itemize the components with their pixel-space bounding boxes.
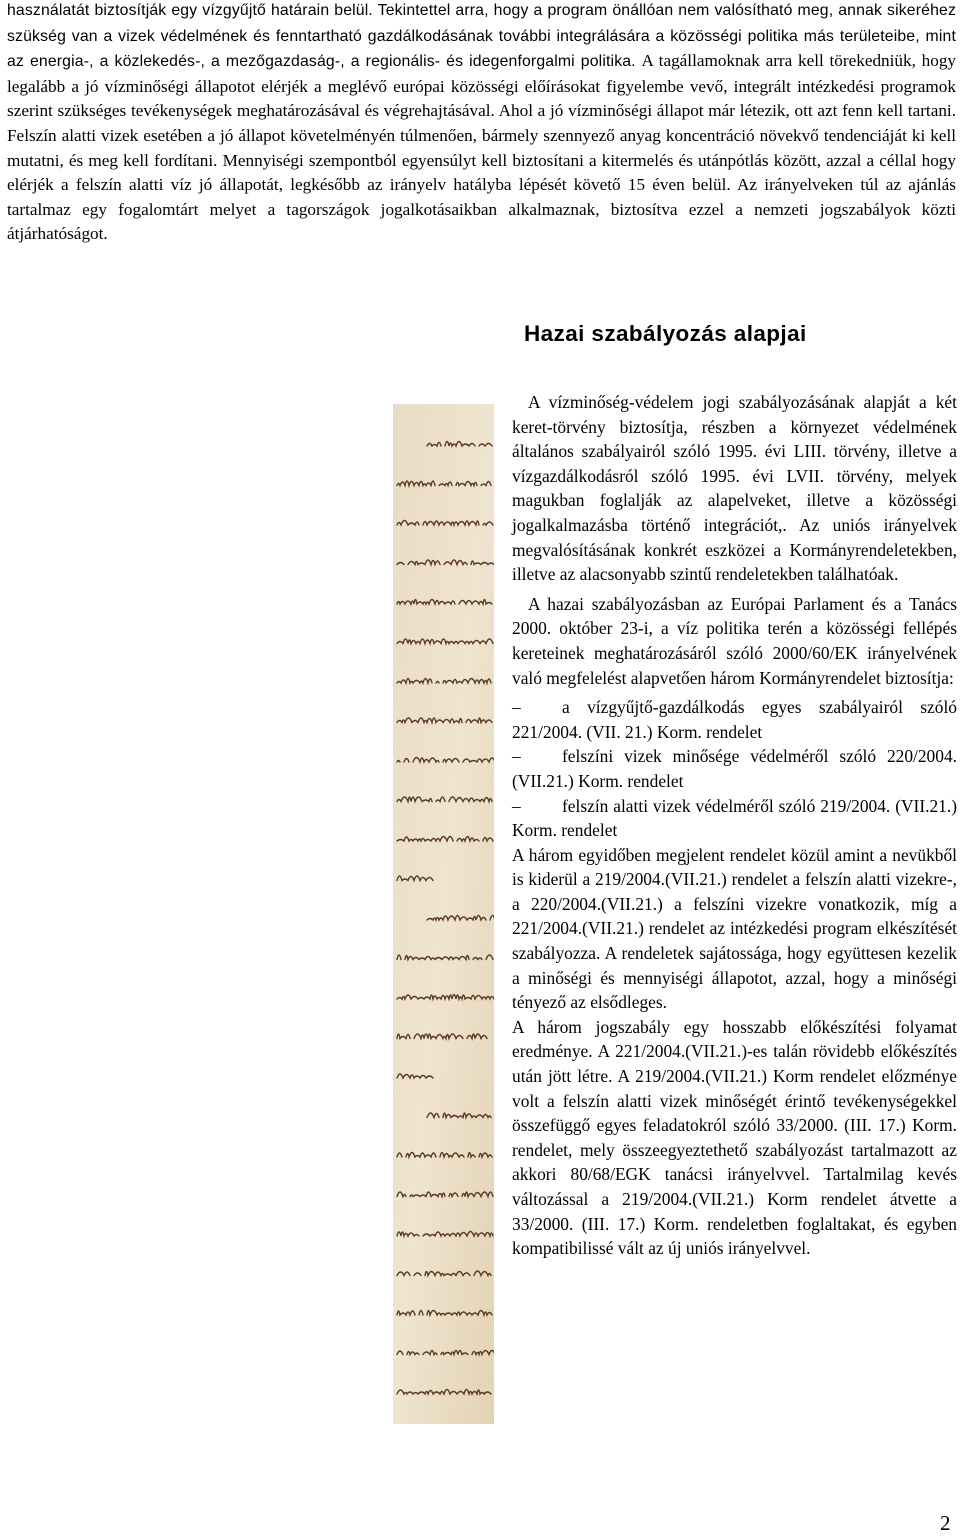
list-item-text: a vízgyűjtő-gazdálkodás egyes szabályairól szóló 221/2004. (VII. 21.) Korm. rendelet xyxy=(512,697,957,742)
paragraph-2: A hazai szabályozásban az Európai Parlament és a Tanács 2000. október 23-i, a víz politika terén a közösségi fellépés kereteinek meghatározásáról szóló 2000/60/EK irányelvének való megfelelést alapvetően három Kormányrendelet biztosítja: xyxy=(512,593,957,688)
list-item-text: felszín alatti vizek védelméről szóló 219/2004. (VII.21.) Korm. rendelet xyxy=(512,795,957,841)
top-paragraph-sans: használatát biztosítják egy vízgyűjtő határain belül. Tekintettel arra, hogy a program önállóan nem valósítható meg, annak sikeréhez szükség van a vizek védelmének és fenntartható gazdálkodásának további integrálására a közösségi politika más területeibe, mint az energia-, a közlekedés-, a mezőgazdaság-, a regionális- és idegenforgalmi politika. xyxy=(7,2,956,71)
list-item xyxy=(512,744,957,793)
right-column xyxy=(512,390,957,1261)
list-dash: – xyxy=(512,697,521,718)
list-item xyxy=(512,794,957,843)
list-item-text: felszíni vizek minősége védelméről szóló 220/2004. (VII.21.) Korm. rendelet xyxy=(512,746,957,791)
page-number: 2 xyxy=(940,1511,951,1535)
list-dash: – xyxy=(512,795,521,816)
paragraph-3: A három egyidőben megjelent rendelet közül amint a nevükből is kiderül a 219/2004.(VII.21.) rendelet a felszín alatti vizekre-, a 220/2004.(VII.21.) a felszíni vizekre vonatkozik, míg a 221/2004.(VII.21.) rendelet az intézkedési program elkészítését szabályozza. A rendeletek sajátossága, hogy együttesen kezelik a minőségi és mennyiségi állapotot, azzal, hogy a minőségi tényező az elsődleges. xyxy=(512,844,957,1013)
paragraph-1: A vízminőség-védelem jogi szabályozásának alapját a két keret-törvény biztosítja, részben a környezet védelmének általános szabályairól szóló 1995. évi LIII. törvény, illetve a vízgazdálkodásról szóló 1995. évi LVII. törvény, melyek magukban foglalják az alapelveket, illetve a közösségi jogalkalmazásba történő integrációt,. Az uniós irányelvek megvalósításának konkrét eszközei a Kormányrendeletekben, illetve az alacsonyabb szintű rendeletekben találhatóak. xyxy=(512,392,957,585)
manuscript-image xyxy=(393,404,494,1424)
list-item xyxy=(512,695,957,744)
section-heading: Hazai szabályozás alapjai xyxy=(524,321,807,346)
top-paragraph-serif: A tagállamoknak arra kell törekedniük, hogy legalább a jó vízminőségi állapotot elérjék a meglévő európai közösségi előírásokat figyelembe vevő, integrált intézkedési programok szerint szükséges tevékenységek meghatározásával és végrehajtásával. Ahol a jó vízminőségi állapot már létezik, ott azt fenn kell tartani. Felszín alatti vizek esetében a jó állapot követelményén túlmenően, bármely szennyező anyag koncentráció növekvő tendenciáját ki kell mutatni, és meg kell fordítani. Mennyiségi szempontból egyensúlyt kell biztosítani a kitermelés és utánpótlás között, azzal a céllal hogy elérjék a felszín alatti víz jó állapotát, legkésőbb az irányelv hatályba lépését követő 15 éven belül. Az irányelveken túl az ajánlás tartalmaz egy fogalomtárt melyet a tagországok jogalkotásaikban alkalmaznak, biztosítva ezzel a nemzeti jogszabályok közti átjárhatóságot. xyxy=(7,51,957,244)
list-dash: – xyxy=(512,746,521,767)
top-paragraph xyxy=(7,0,956,247)
paragraph-4: A három jogszabály egy hosszabb előkészítési folyamat eredménye. A 221/2004.(VII.21.)-es talán rövidebb előkészítés után jött létre. A 219/2004.(VII.21.) Korm rendelet előzménye volt a felszín alatti vizek minőségét érintő tevékenységekkel összefüggő egyes feladatokról szóló 33/2000. (III. 17.) Korm. rendelet, mely összeegyeztethető szabályozást tartalmazott az akkori 80/68/EGK tanácsi irányelvvel. Tartalmilag kevés változással a 219/2004.(VII.21.) Korm rendelet átvette a 33/2000. (III. 17.) Korm. rendeletben foglaltakat, és egyben kompatibilissé vált az új uniós irányelvvel. xyxy=(512,1016,957,1259)
